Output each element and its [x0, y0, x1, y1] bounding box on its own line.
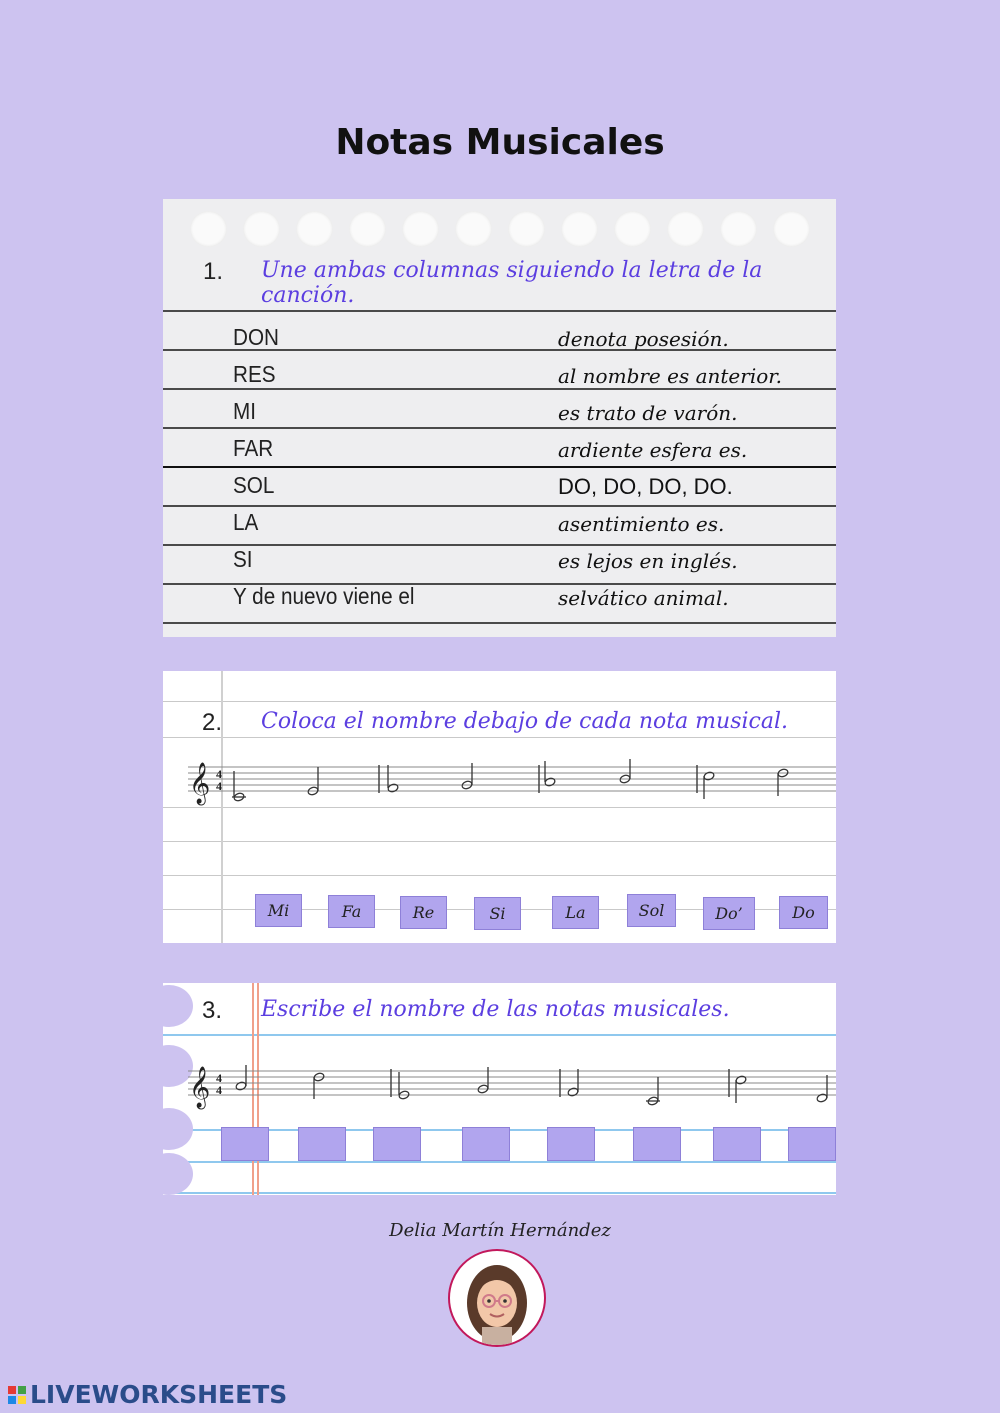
draggable-note-tile[interactable]: Fa	[328, 895, 375, 928]
time-signature-bottom: 4	[216, 779, 222, 793]
time-signature-top: 4	[216, 767, 222, 781]
draggable-note-tile[interactable]: Do	[779, 896, 828, 929]
binder-hole	[243, 211, 280, 247]
liveworksheets-logo[interactable]	[8, 1380, 287, 1409]
notebook-blue-line	[163, 1034, 836, 1036]
page-title: Notas Musicales	[335, 122, 665, 163]
ruled-line	[163, 622, 836, 624]
match-right-item[interactable]: es lejos en inglés.	[558, 549, 738, 573]
match-right-item[interactable]: ardiente esfera es.	[558, 438, 748, 462]
logo-text: LIVEWORKSHEETS	[30, 1380, 288, 1409]
ruled-line	[163, 388, 836, 390]
answer-input-box[interactable]	[633, 1127, 681, 1161]
binder-hole	[614, 211, 651, 247]
match-right-item[interactable]: al nombre es anterior.	[558, 364, 782, 388]
answer-input-box[interactable]	[462, 1127, 510, 1161]
notebook-line	[163, 841, 836, 842]
answer-input-box[interactable]	[788, 1127, 836, 1161]
exercise-3-card	[163, 983, 836, 1195]
exercise-number: 1.	[203, 258, 224, 285]
ruled-line	[163, 310, 836, 312]
binder-hole	[455, 211, 492, 247]
draggable-note-tile[interactable]: Sol	[627, 894, 676, 927]
avatar	[448, 1249, 546, 1347]
notebook-line	[163, 701, 836, 702]
match-right-item[interactable]: asentimiento es.	[558, 512, 725, 536]
exercise-1-card	[163, 199, 836, 637]
exercise-number: 3.	[202, 997, 223, 1024]
binder-hole	[190, 211, 227, 247]
match-left-item[interactable]: RES	[233, 361, 276, 387]
answer-input-box[interactable]	[373, 1127, 421, 1161]
paper-notch	[163, 1153, 193, 1195]
answer-input-box[interactable]	[547, 1127, 595, 1161]
exercise-instruction: Escribe el nombre de las notas musicales.	[261, 997, 730, 1022]
binder-hole	[561, 211, 598, 247]
match-right-item[interactable]: DO, DO, DO, DO.	[558, 474, 733, 499]
match-left-item[interactable]: SI	[233, 546, 253, 572]
binder-hole	[773, 211, 810, 247]
match-left-item[interactable]: LA	[233, 509, 259, 535]
notebook-blue-line	[163, 1192, 836, 1194]
match-left-item[interactable]: SOL	[233, 472, 275, 498]
exercise-instruction: Une ambas columnas siguiendo la letra de la canción.	[261, 258, 763, 308]
treble-clef-icon: 𝄞	[189, 763, 211, 804]
draggable-note-tile[interactable]: La	[552, 896, 599, 929]
treble-clef-icon: 𝄞	[189, 1067, 211, 1108]
music-staff	[163, 1063, 836, 1123]
ruled-line	[163, 466, 836, 468]
paper-notch	[163, 985, 193, 1027]
notebook-blue-line	[163, 1161, 836, 1163]
match-left-item[interactable]: MI	[233, 398, 257, 424]
notebook-line	[163, 737, 836, 738]
exercise-number: 2.	[202, 709, 223, 736]
ruled-line	[163, 505, 836, 507]
match-left-item[interactable]: DON	[233, 324, 280, 350]
time-signature-bottom: 4	[216, 1083, 222, 1097]
notebook-line	[163, 875, 836, 876]
answer-input-box[interactable]	[713, 1127, 761, 1161]
binder-hole	[508, 211, 545, 247]
binder-hole	[349, 211, 386, 247]
draggable-note-tile[interactable]: Mi	[255, 894, 302, 927]
ruled-line	[163, 427, 836, 429]
binder-holes	[190, 211, 810, 247]
match-left-item[interactable]: Y de nuevo viene el	[233, 583, 415, 609]
binder-hole	[296, 211, 333, 247]
avatar-illustration	[450, 1251, 544, 1345]
binder-hole	[720, 211, 757, 247]
binder-hole	[667, 211, 704, 247]
binder-hole	[402, 211, 439, 247]
time-signature-top: 4	[216, 1071, 222, 1085]
draggable-note-tile[interactable]: Re	[400, 896, 447, 929]
draggable-note-tile[interactable]: Do’	[703, 897, 755, 930]
match-right-item[interactable]: es trato de varón.	[558, 401, 738, 425]
answer-input-box[interactable]	[298, 1127, 346, 1161]
match-right-item[interactable]: selvático animal.	[558, 586, 729, 610]
draggable-note-tile[interactable]: Si	[474, 897, 521, 930]
ruled-line	[163, 544, 836, 546]
answer-input-box[interactable]	[221, 1127, 269, 1161]
match-right-item[interactable]: denota posesión.	[558, 327, 729, 351]
music-staff	[163, 759, 836, 819]
exercise-instruction: Coloca el nombre debajo de cada nota musical.	[261, 709, 789, 734]
match-left-item[interactable]: FAR	[233, 435, 274, 461]
logo-blocks-icon	[8, 1386, 26, 1404]
author-name: Delia Martín Hernández	[389, 1220, 611, 1241]
